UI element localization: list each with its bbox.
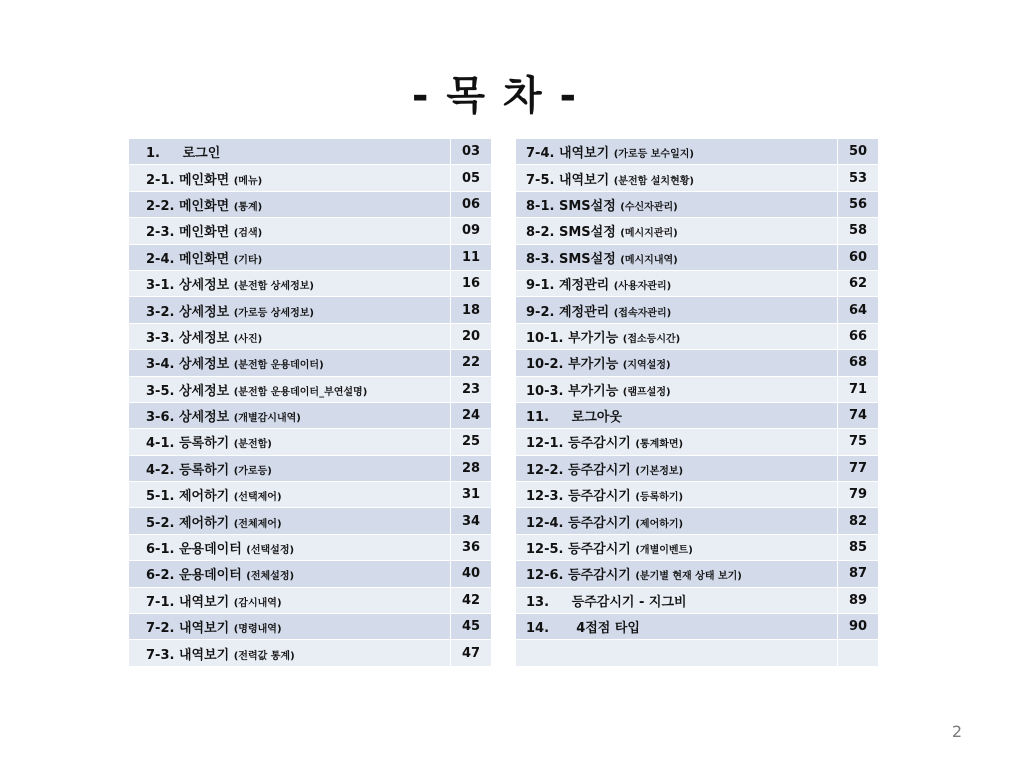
- toc-row: [129, 139, 492, 165]
- toc-entry-label: 메인화면: [178, 172, 230, 188]
- toc-entry-label: 메인화면: [178, 198, 230, 214]
- toc-entry-label: 계정관리: [558, 304, 610, 320]
- toc-entry-subtitle: (전력값 통계): [233, 650, 295, 662]
- toc-entry-number: 12-2.: [526, 462, 564, 478]
- toc-entry: [516, 614, 838, 640]
- toc-entry-number: 3-6.: [146, 410, 175, 426]
- toc-entry-label: 제어하기: [178, 489, 230, 505]
- toc-entry: [516, 429, 838, 455]
- toc-entry: [516, 402, 838, 428]
- toc-entry: [129, 614, 451, 640]
- toc-entry-page: 24: [451, 402, 492, 428]
- toc-entry-gap: [549, 621, 576, 636]
- toc-entry-gap: [160, 146, 183, 161]
- toc-entry-subtitle: (분기별 현재 상태 보기): [635, 571, 742, 583]
- toc-entry-number: 4-2.: [146, 462, 175, 478]
- toc-row: [516, 508, 879, 534]
- toc-entry-label: 등주감시기 - 지그비: [571, 594, 687, 610]
- toc-entry-number: 8-2.: [526, 225, 555, 241]
- toc-row: [129, 534, 492, 560]
- toc-entry-page: 85: [838, 534, 879, 560]
- toc-entry-page: 45: [451, 614, 492, 640]
- toc-entry-label: 등록하기: [178, 436, 230, 452]
- toc-entry-label: 상세정보: [178, 330, 230, 346]
- toc-entry-number: 1.: [146, 146, 160, 162]
- toc-table-right: [515, 138, 879, 667]
- toc-entry: [516, 191, 838, 217]
- toc-entry-label: 부가기능: [568, 383, 619, 399]
- toc-entry-page: 34: [451, 508, 492, 534]
- toc-entry-number: 4-1.: [146, 436, 175, 452]
- toc-entry-page: 42: [451, 587, 492, 613]
- toc-entry-page: 77: [838, 455, 879, 481]
- toc-entry-page: 74: [838, 402, 879, 428]
- toc-entry: [129, 455, 451, 481]
- toc-entry-label: 등주감시기: [568, 515, 631, 531]
- toc-entry-page: 06: [451, 191, 492, 217]
- page-title: - 목 차 -: [411, 73, 579, 119]
- toc-entry-number: 5-2.: [146, 515, 175, 531]
- toc-entry-label: SMS설정: [558, 251, 616, 267]
- toc-entry-page: 20: [451, 323, 492, 349]
- toc-entry: [516, 165, 838, 191]
- toc-entry: [516, 482, 838, 508]
- toc-row: [516, 455, 879, 481]
- toc-entry-number: 8-3.: [526, 251, 555, 267]
- toc-row: [516, 429, 879, 455]
- toc-entry: [129, 402, 451, 428]
- toc-entry-page: 28: [451, 455, 492, 481]
- toc-row: [516, 270, 879, 296]
- toc-row: [516, 534, 879, 560]
- toc-entry: [129, 139, 451, 165]
- toc-row: [129, 165, 492, 191]
- toc-entry-subtitle: (메시지관리): [620, 228, 678, 240]
- toc-entry-page: 89: [838, 587, 879, 613]
- toc-entry: [129, 376, 451, 402]
- toc-entry: [129, 561, 451, 587]
- toc-entry-number: 7-1.: [146, 594, 175, 610]
- toc-entry-number: 7-3.: [146, 647, 175, 663]
- toc-entry: [516, 561, 838, 587]
- toc-row: [516, 614, 879, 640]
- toc-entry: [516, 244, 838, 270]
- toc-entry: [516, 139, 838, 165]
- toc-row: [129, 218, 492, 244]
- toc-entry-label: 제어하기: [178, 515, 230, 531]
- toc-entry-number: 3-4.: [146, 357, 175, 373]
- toc-entry-subtitle: (분전함 운용데이터_부연설명): [233, 386, 368, 398]
- toc-entry-label: 4접점 타입: [576, 621, 640, 637]
- toc-row: [516, 218, 879, 244]
- toc-entry-subtitle: (지역설정): [622, 360, 671, 372]
- toc-entry-label: 상세정보: [178, 383, 230, 399]
- toc-entry-label: 등주감시기: [568, 462, 631, 478]
- toc-entry-page: 16: [451, 270, 492, 296]
- toc-entry-page: [838, 640, 879, 666]
- toc-entry-label: 운용데이터: [178, 568, 242, 584]
- toc-entry-number: 10-1.: [526, 330, 564, 346]
- toc-entry-number: 9-1.: [526, 278, 555, 294]
- toc-entry-page: 90: [838, 614, 879, 640]
- toc-entry-subtitle: (전체제어): [233, 518, 282, 530]
- toc-entry-page: 62: [838, 270, 879, 296]
- toc-entry-label: 상세정보: [178, 278, 230, 294]
- toc-entry-subtitle: (등록하기): [635, 492, 684, 504]
- toc-entry-number: 6-1.: [146, 542, 175, 558]
- toc-entry-subtitle: (명령내역): [233, 624, 282, 636]
- toc-entry-number: 13.: [526, 594, 550, 610]
- toc-entry-subtitle: (제어하기): [635, 518, 684, 530]
- toc-entry-subtitle: (개별감시내역): [233, 413, 301, 425]
- toc-entry-label: 상세정보: [178, 304, 230, 320]
- toc-table-left: [128, 138, 492, 667]
- toc-entry-number: 12-3.: [526, 489, 564, 505]
- toc-row: [129, 244, 492, 270]
- toc-entry-number: 7-4.: [526, 146, 555, 162]
- toc-entry-label: 내역보기: [558, 146, 610, 162]
- toc-row: [129, 350, 492, 376]
- toc-entry-number: 5-1.: [146, 489, 175, 505]
- toc-entry: [516, 587, 838, 613]
- toc-entry-label: 로그아웃: [571, 410, 622, 426]
- toc-entry: [516, 534, 838, 560]
- toc-entry-page: 25: [451, 429, 492, 455]
- toc-entry-subtitle: (가로등): [233, 465, 272, 477]
- toc-entry-number: 7-5.: [526, 172, 555, 188]
- toc-body-left: [129, 139, 492, 667]
- toc-entry-page: 71: [838, 376, 879, 402]
- toc-entry-label: 내역보기: [178, 621, 230, 637]
- toc-row: [516, 165, 879, 191]
- toc-row: [516, 640, 879, 666]
- toc-entry-number: 2-3.: [146, 225, 175, 241]
- toc-row: [516, 297, 879, 323]
- toc-entry-subtitle: (통계화면): [635, 439, 684, 451]
- toc-entry-subtitle: (메시지내역): [620, 254, 678, 266]
- toc-entry-page: 68: [838, 350, 879, 376]
- toc-entry-label: SMS설정: [558, 225, 616, 241]
- toc-entry-label: 메인화면: [178, 225, 230, 241]
- toc-entry-page: 03: [451, 139, 492, 165]
- toc-entry-page: 23: [451, 376, 492, 402]
- toc-entry-subtitle: (접속자관리): [613, 307, 672, 319]
- toc-entry-page: 66: [838, 323, 879, 349]
- slide-number: 2: [951, 722, 962, 741]
- toc-entry-page: 58: [838, 218, 879, 244]
- toc-entry-page: 40: [451, 561, 492, 587]
- toc-entry-number: 10-2.: [526, 357, 564, 373]
- toc-entry-label: 등주감시기: [568, 489, 631, 505]
- toc-entry: [129, 297, 451, 323]
- toc-entry-subtitle: (분전함 설치현황): [613, 175, 694, 187]
- toc-entry-label: 등주감시기: [568, 542, 631, 558]
- toc-row: [129, 587, 492, 613]
- toc-row: [129, 455, 492, 481]
- toc-row: [129, 323, 492, 349]
- toc-entry: [129, 323, 451, 349]
- toc-entry: [516, 218, 838, 244]
- toc-entry-subtitle: (분전함 운용데이터): [233, 360, 324, 372]
- toc-entry-page: 47: [451, 640, 492, 666]
- toc-row: [516, 244, 879, 270]
- toc-entry-page: 22: [451, 350, 492, 376]
- toc-entry-subtitle: (기타): [233, 254, 263, 266]
- toc-entry: [516, 350, 838, 376]
- toc-entry: [129, 534, 451, 560]
- toc-row: [129, 640, 492, 666]
- toc-entry-page: 64: [838, 297, 879, 323]
- toc-entry-number: 14.: [526, 621, 550, 637]
- toc-entry-number: 12-5.: [526, 542, 564, 558]
- toc-row: [129, 561, 492, 587]
- toc-entry-label: 등록하기: [178, 462, 230, 478]
- toc-row: [129, 402, 492, 428]
- toc-entry-label: 운용데이터: [178, 542, 242, 558]
- toc-entry: [129, 587, 451, 613]
- toc-entry-page: 87: [838, 561, 879, 587]
- toc-entry-subtitle: (기본정보): [635, 465, 684, 477]
- toc-row: [129, 297, 492, 323]
- toc-entry-number: 8-1.: [526, 198, 555, 214]
- toc-entry-label: 내역보기: [558, 172, 610, 188]
- toc-entry-page: 18: [451, 297, 492, 323]
- toc-entry: [516, 455, 838, 481]
- toc-entry-label: 로그인: [182, 146, 221, 162]
- toc-row: [129, 270, 492, 296]
- toc-entry-label: 내역보기: [178, 647, 230, 663]
- toc-entry-label: 등주감시기: [568, 568, 631, 584]
- toc-entry-subtitle: (통계): [233, 201, 263, 213]
- toc-row: [129, 508, 492, 534]
- toc-entry-subtitle: (가로등 보수일지): [613, 149, 694, 161]
- toc-entry: [516, 508, 838, 534]
- toc-entry-label: 메인화면: [178, 251, 230, 267]
- toc-row: [516, 482, 879, 508]
- toc-entry-subtitle: (가로등 상세정보): [233, 307, 314, 319]
- toc-row: [516, 376, 879, 402]
- toc-entry-page: 79: [838, 482, 879, 508]
- toc-entry-subtitle: (메뉴): [233, 175, 263, 187]
- toc-entry: [516, 640, 838, 666]
- toc-entry-subtitle: (사용자관리): [613, 281, 672, 293]
- toc-entry-number: 3-1.: [146, 278, 175, 294]
- toc-entry-subtitle: (분전함): [233, 439, 272, 451]
- toc-entry-label: 상세정보: [178, 357, 230, 373]
- toc-entry: [129, 350, 451, 376]
- toc-entry-page: 75: [838, 429, 879, 455]
- toc-entry-subtitle: (개별이벤트): [635, 545, 693, 557]
- toc-entry: [129, 218, 451, 244]
- toc-entry-gap: [549, 410, 572, 425]
- toc-entry-subtitle: (전체설정): [246, 571, 295, 583]
- toc-entry-number: 12-1.: [526, 436, 564, 452]
- toc-entry-page: 60: [838, 244, 879, 270]
- toc-entry-number: 11.: [526, 410, 550, 426]
- toc-entry-gap: [549, 595, 572, 610]
- toc-entry-number: 2-4.: [146, 251, 175, 267]
- toc-entry: [516, 270, 838, 296]
- toc-entry-label: SMS설정: [558, 198, 616, 214]
- toc-entry: [516, 323, 838, 349]
- toc-entry-page: 36: [451, 534, 492, 560]
- toc-entry: [129, 270, 451, 296]
- toc-row: [129, 429, 492, 455]
- toc-entry-number: 6-2.: [146, 568, 175, 584]
- toc-entry-number: 12-4.: [526, 515, 564, 531]
- toc-entry-number: 3-3.: [146, 330, 175, 346]
- toc-entry-page: 05: [451, 165, 492, 191]
- toc-entry: [129, 508, 451, 534]
- toc-entry-number: 10-3.: [526, 383, 564, 399]
- toc-row: [516, 402, 879, 428]
- toc-entry-subtitle: (분전함 상세정보): [233, 281, 314, 293]
- toc-entry-number: 2-1.: [146, 172, 175, 188]
- toc-entry-page: 53: [838, 165, 879, 191]
- toc-entry-number: 3-5.: [146, 383, 175, 399]
- toc-entry-number: 2-2.: [146, 198, 175, 214]
- toc-entry-number: 7-2.: [146, 621, 175, 637]
- toc-row: [129, 376, 492, 402]
- toc-row: [516, 191, 879, 217]
- toc-entry-subtitle: (사진): [233, 333, 263, 345]
- toc-entry-subtitle: (감시내역): [233, 597, 282, 609]
- toc-entry: [516, 297, 838, 323]
- toc-entry-subtitle: (램프설정): [622, 386, 671, 398]
- toc-entry-page: 56: [838, 191, 879, 217]
- toc-entry: [129, 482, 451, 508]
- toc-entry-subtitle: (수신자관리): [620, 201, 678, 213]
- toc-body-right: [516, 139, 879, 667]
- toc-row: [516, 587, 879, 613]
- toc-entry: [129, 640, 451, 666]
- toc-row: [129, 191, 492, 217]
- toc-entry-subtitle: (선택제어): [233, 492, 282, 504]
- toc-entry-page: 31: [451, 482, 492, 508]
- toc-entry: [129, 191, 451, 217]
- toc-entry-subtitle: (검색): [233, 228, 263, 240]
- toc-row: [516, 561, 879, 587]
- toc-entry: [129, 244, 451, 270]
- toc-entry-label: 등주감시기: [568, 436, 631, 452]
- toc-entry-subtitle: (접소등시간): [622, 333, 681, 345]
- toc-entry-page: 82: [838, 508, 879, 534]
- toc-row: [516, 323, 879, 349]
- toc-entry-subtitle: (선택설정): [246, 545, 295, 557]
- toc-entry-label: 계정관리: [558, 278, 610, 294]
- toc-row: [129, 482, 492, 508]
- toc-entry-page: 11: [451, 244, 492, 270]
- toc-entry: [129, 429, 451, 455]
- toc-entry-label: 상세정보: [178, 410, 230, 426]
- toc-entry-number: 3-2.: [146, 304, 175, 320]
- toc-row: [516, 139, 879, 165]
- toc-entry: [129, 165, 451, 191]
- toc-entry-page: 50: [838, 139, 879, 165]
- toc-entry-label: 내역보기: [178, 594, 230, 610]
- toc-row: [129, 614, 492, 640]
- toc-entry-label: 부가기능: [568, 357, 619, 373]
- toc-entry: [516, 376, 838, 402]
- toc-entry-page: 09: [451, 218, 492, 244]
- toc-entry-number: 9-2.: [526, 304, 555, 320]
- toc-entry-number: 12-6.: [526, 568, 564, 584]
- toc-entry-label: 부가기능: [568, 330, 619, 346]
- toc-row: [516, 350, 879, 376]
